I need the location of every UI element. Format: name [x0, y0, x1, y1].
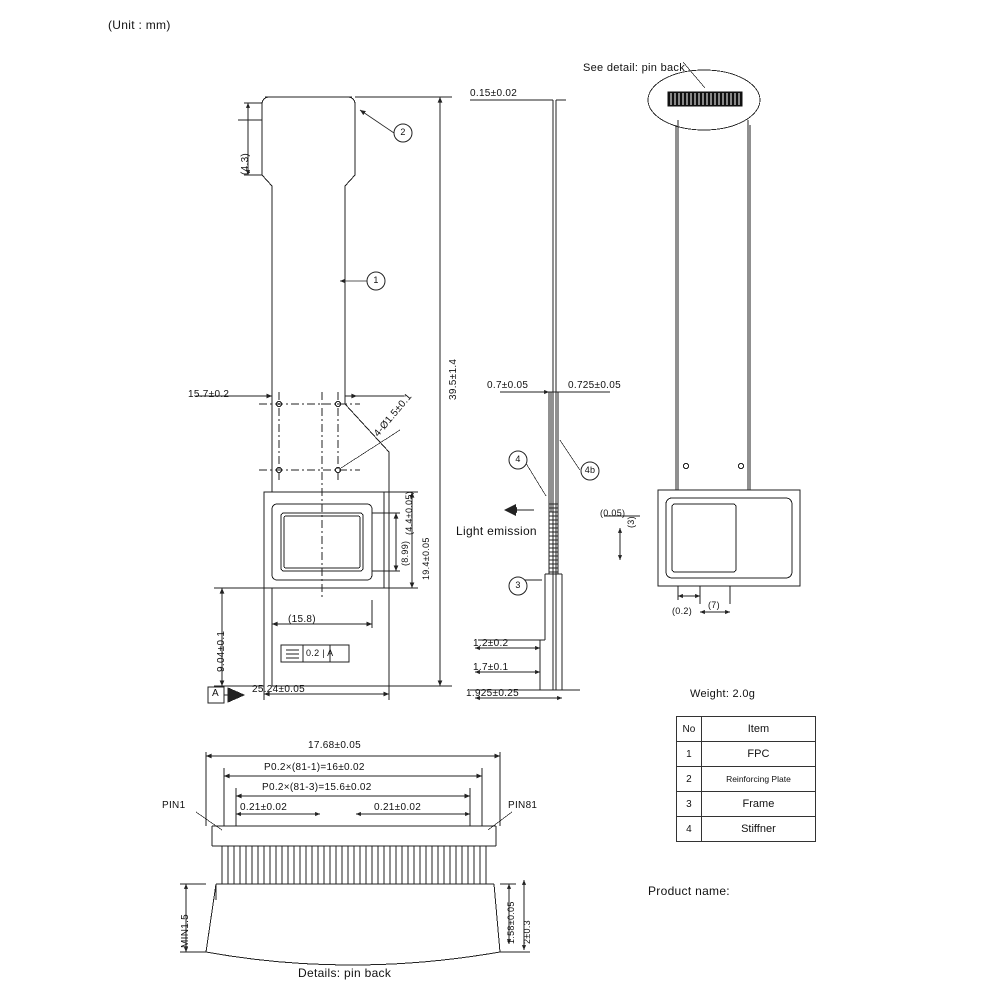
- dim-frame-a: 1.2±0.2: [473, 638, 509, 649]
- legend-header-no: No: [677, 717, 702, 742]
- datum-a-label: A: [212, 688, 219, 699]
- legend-row: [677, 742, 816, 767]
- legend-header-row: [677, 717, 816, 742]
- callout-4b-label: 4b: [584, 465, 596, 475]
- legend-item: FPC: [701, 742, 815, 767]
- detail-title: Details: pin back: [298, 966, 392, 980]
- callout-3-label: 3: [515, 580, 521, 590]
- unit-note: (Unit : mm): [108, 18, 171, 32]
- callout-1-label: 1: [373, 275, 379, 285]
- dim-frame-b: 1.7±0.1: [473, 662, 509, 673]
- callout-2-label: 2: [400, 127, 406, 137]
- dim-fpc-width: 15.7±0.2: [188, 389, 230, 400]
- callout-4a-label: 4: [515, 454, 521, 464]
- see-detail-label: See detail: pin back: [583, 62, 686, 74]
- dim-glass-width: (15.8): [288, 614, 316, 625]
- dim-overall-width: 25.24±0.05: [252, 684, 305, 695]
- legend-no: 4: [677, 817, 702, 842]
- dim-pin-width-left: 0.21±0.02: [240, 802, 288, 813]
- dim-bottom-offset: 9.04±0.1: [216, 630, 227, 672]
- dim-stiffener-a: 0.7±0.05: [487, 380, 529, 391]
- legend-item: Stiffner: [701, 817, 815, 842]
- dim-stiffener-b: 0.725±0.05: [568, 380, 621, 391]
- dim-pitch-inner: P0.2×(81-3)=15.6±0.02: [262, 782, 372, 793]
- legend-table: [676, 716, 816, 842]
- legend-no: 1: [677, 742, 702, 767]
- dim-pin-overall: 17.68±0.05: [308, 740, 361, 751]
- legend-header-item: Item: [701, 717, 815, 742]
- pin1-label: PIN1: [162, 800, 186, 811]
- legend-item: Frame: [701, 792, 815, 817]
- legend-row: [677, 792, 816, 817]
- dim-aa-inner: (8.99): [400, 540, 410, 566]
- dim-thick-b: 2±0.3: [522, 920, 532, 944]
- legend-no: 3: [677, 792, 702, 817]
- dim-hole-pitch: (4.4±0.05): [404, 491, 414, 535]
- pin81-label: PIN81: [508, 800, 538, 811]
- dim-total-thickness: 1.925±0.25: [466, 688, 519, 699]
- legend-item: Reinforcing Plate: [701, 767, 815, 792]
- dim-tail-4-3: (4.3): [240, 152, 251, 175]
- legend-no: 2: [677, 767, 702, 792]
- dim-gap: (0.05): [600, 508, 626, 518]
- dim-pad: (0.2): [672, 606, 693, 616]
- dim-pitch-total: P0.2×(81-1)=16±0.02: [264, 762, 365, 773]
- gdt-value: 0.2 | A: [306, 648, 334, 658]
- dim-total-height: 39.5±1.4: [448, 358, 459, 400]
- dim-pin-width-right: 0.21±0.02: [374, 802, 422, 813]
- dim-aa-height: 19.4±0.05: [421, 537, 431, 580]
- light-emission-label: Light emission: [456, 524, 537, 538]
- dim-hole-spec: 4-Ø1.5±0.1: [372, 391, 415, 440]
- dim-thick-a: 1.58±0.05: [506, 901, 516, 944]
- legend-row: [677, 817, 816, 842]
- legend-row: [677, 767, 816, 792]
- product-name-label: Product name:: [648, 884, 730, 898]
- dim-tab: (3): [626, 516, 636, 528]
- weight-label: Weight: 2.0g: [690, 688, 756, 700]
- dim-fpc-thickness: 0.15±0.02: [470, 88, 518, 99]
- dim-min-length: MIN1.5: [180, 913, 191, 948]
- dim-pad2: (7): [708, 600, 720, 610]
